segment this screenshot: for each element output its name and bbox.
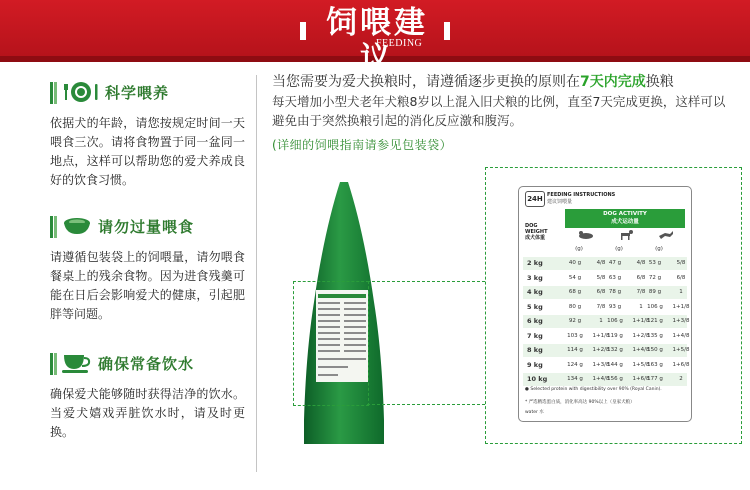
transition-instructions bbox=[272, 72, 727, 130]
intro-text-part1: 当您需要为爱犬换粮时，请遵循逐步更换的原则在 bbox=[272, 74, 580, 90]
section-fresh-water bbox=[50, 349, 245, 442]
feeding-row bbox=[523, 315, 690, 328]
amount-cell: 1+3/8 bbox=[672, 318, 690, 324]
weight-cell: 4 kg bbox=[527, 288, 543, 296]
section-header bbox=[50, 212, 245, 242]
amount-cell: 5/8 bbox=[676, 260, 686, 266]
amount-cell: 5/8 bbox=[596, 274, 606, 281]
amount-cell: 1 bbox=[679, 289, 683, 295]
amount-cell: 2 bbox=[679, 376, 683, 382]
weight-label-cn: 成犬体重 bbox=[525, 235, 546, 241]
unit-cell: (g) bbox=[655, 246, 663, 252]
activity-cn: 成犬运动量 bbox=[611, 219, 639, 225]
amount-cell: 1+3/8 bbox=[592, 361, 610, 368]
amount-cell: 68 g bbox=[568, 289, 582, 295]
weight-cell: 5 kg bbox=[527, 302, 543, 311]
moderate-activity-icon bbox=[611, 228, 641, 241]
amount-cell: 177 g bbox=[647, 376, 663, 382]
section-scientific-feeding bbox=[50, 78, 245, 190]
column-divider bbox=[256, 75, 257, 472]
weight-cell: 6 kg bbox=[527, 317, 543, 325]
water-cup-icon bbox=[62, 351, 92, 379]
amount-cell: 63 g bbox=[608, 274, 622, 281]
footnote-cn: * 严选精选蛋白质，消化率高达 90%以上（皇家犬粮） bbox=[525, 400, 635, 405]
amount-cell: 1+2/8 bbox=[592, 347, 610, 353]
weight-label-en: DOG WEIGHT bbox=[525, 223, 548, 235]
section-header bbox=[50, 349, 245, 379]
amount-cell: 6/8 bbox=[636, 274, 646, 281]
amount-cell: 119 g bbox=[607, 332, 623, 339]
food-bowl-icon bbox=[62, 215, 92, 241]
package-note: (详细的饲喂指南请参见包装袋） bbox=[272, 138, 453, 152]
feeding-instructions-card bbox=[518, 186, 692, 422]
callout-line-top bbox=[367, 281, 485, 282]
amount-cell: 144 g bbox=[607, 361, 623, 368]
amount-cell: 4/8 bbox=[596, 260, 606, 266]
activity-header bbox=[565, 209, 685, 228]
feeding-row bbox=[523, 272, 687, 285]
amount-cell: 1+5/8 bbox=[632, 361, 650, 368]
amount-cell: 92 g bbox=[568, 318, 582, 324]
page-title: 饲喂建议 bbox=[326, 5, 428, 77]
amount-cell: 1+1/8 bbox=[672, 303, 690, 310]
amount-cell: 53 g bbox=[648, 260, 662, 266]
header-left-bar bbox=[300, 22, 306, 40]
amount-cell: 4/8 bbox=[636, 260, 646, 266]
amount-cell: 1+4/8 bbox=[592, 376, 610, 382]
section-no-overfeeding bbox=[50, 212, 245, 324]
amount-cell: 106 g bbox=[607, 318, 623, 324]
high-activity-icon bbox=[651, 228, 681, 241]
weight-cell: 7 kg bbox=[527, 331, 543, 340]
card-title-cn: 建议饲喂量 bbox=[547, 199, 573, 205]
amount-cell: 150 g bbox=[647, 347, 663, 353]
weight-cell: 8 kg bbox=[527, 346, 543, 354]
section-text: 请遵循包装袋上的饲喂量，请勿喂食餐桌上的残余食物。因为进食残羹可能在日后会影响爱犬的健康，引起肥胖等问题。 bbox=[50, 250, 245, 321]
intro-text-line2: 每天增加小型犬老年犬粮8岁以上混入旧犬粮的比例，直至7天完成更换，这样可以避免由于突然换粮引起的消化反应激和腹泻。 bbox=[272, 94, 726, 128]
feeding-row bbox=[523, 344, 690, 357]
amount-cell: 6/8 bbox=[596, 289, 606, 295]
amount-cell: 7/8 bbox=[596, 303, 606, 310]
feeding-row bbox=[523, 373, 687, 386]
amount-cell: 135 g bbox=[647, 332, 663, 339]
amount-cell: 1+2/8 bbox=[632, 332, 650, 339]
weight-cell: 2 kg bbox=[527, 259, 543, 267]
amount-cell: 121 g bbox=[647, 318, 663, 324]
weight-cell: 10 kg bbox=[527, 375, 548, 383]
amount-cell: 40 g bbox=[568, 260, 582, 266]
feeding-row bbox=[523, 359, 690, 372]
24h-badge: 24H bbox=[525, 191, 545, 207]
section-header bbox=[50, 78, 245, 108]
section-marker bbox=[50, 216, 58, 238]
weight-cell: 3 kg bbox=[527, 273, 543, 282]
amount-cell: 163 g bbox=[647, 361, 663, 368]
callout-line-bottom bbox=[367, 404, 485, 405]
header-right-bar bbox=[444, 22, 450, 40]
feeding-row bbox=[523, 257, 687, 270]
amount-cell: 6/8 bbox=[676, 274, 686, 281]
section-marker bbox=[50, 82, 58, 104]
header-banner bbox=[0, 0, 750, 77]
section-text: 确保爱犬能够随时获得洁净的饮水。当爱犬嬉戏弄脏饮水时，请及时更换。 bbox=[50, 387, 245, 439]
amount-cell: 72 g bbox=[648, 274, 662, 281]
amount-cell: 80 g bbox=[568, 303, 582, 310]
weight-cell: 9 kg bbox=[527, 360, 543, 369]
amount-cell: 1+6/8 bbox=[632, 376, 650, 382]
amount-cell: 47 g bbox=[608, 260, 622, 266]
amount-cell: 7/8 bbox=[636, 289, 646, 295]
activity-en: DOG ACTIVITY bbox=[603, 211, 647, 217]
amount-cell: 124 g bbox=[567, 361, 583, 368]
unit-cell: (g) bbox=[575, 246, 583, 252]
amount-cell: 1 bbox=[599, 318, 603, 324]
amount-cell: 114 g bbox=[567, 347, 583, 353]
amount-cell: 1+1/8 bbox=[632, 318, 650, 324]
footnote-en: ● Selected protein with digestibility over 90% (Royal Canin). bbox=[525, 387, 662, 392]
section-text: 依据犬的年龄，请您按规定时间一天喂食三次。请将食物置于同一盆同一地点，这样可以帮助您的爱犬养成良好的饮食习惯。 bbox=[50, 116, 245, 187]
low-activity-icon bbox=[571, 228, 601, 241]
amount-cell: 78 g bbox=[608, 289, 622, 295]
section-title: 请勿过量喂食 bbox=[98, 218, 195, 236]
feeding-row bbox=[523, 301, 690, 314]
card-title-en: FEEDING INSTRUCTIONS bbox=[547, 192, 616, 198]
intro-highlight: 7天内完成 bbox=[580, 74, 646, 90]
amount-cell: 1+6/8 bbox=[672, 361, 690, 368]
section-title: 科学喂养 bbox=[105, 84, 170, 102]
amount-cell: 156 g bbox=[607, 376, 623, 382]
card-header bbox=[519, 187, 691, 209]
amount-cell: 1+1/8 bbox=[592, 332, 610, 339]
amount-cell: 106 g bbox=[647, 303, 663, 310]
feeding-row bbox=[523, 286, 687, 299]
amount-cell: 1+4/8 bbox=[632, 347, 650, 353]
unit-row bbox=[523, 243, 687, 256]
amount-cell: 54 g bbox=[568, 274, 582, 281]
unit-cell: (g) bbox=[615, 246, 623, 252]
amount-cell: 93 g bbox=[608, 303, 622, 310]
label-highlight-small bbox=[293, 281, 369, 406]
water-label: water 水 bbox=[525, 410, 544, 415]
feeding-row bbox=[523, 330, 690, 343]
amount-cell: 1+5/8 bbox=[672, 347, 690, 353]
weight-label bbox=[525, 223, 561, 241]
amount-cell: 134 g bbox=[567, 376, 583, 382]
page-subtitle: FEEDING bbox=[376, 38, 423, 49]
section-title: 确保常备饮水 bbox=[98, 355, 195, 373]
amount-cell: 132 g bbox=[607, 347, 623, 353]
section-marker bbox=[50, 353, 58, 375]
intro-text-part2: 换粮 bbox=[645, 74, 674, 90]
amount-cell: 89 g bbox=[648, 289, 662, 295]
amount-cell: 1+4/8 bbox=[672, 332, 690, 339]
amount-cell: 1 bbox=[639, 303, 643, 310]
plate-icon bbox=[64, 80, 98, 108]
amount-cell: 103 g bbox=[567, 332, 583, 339]
